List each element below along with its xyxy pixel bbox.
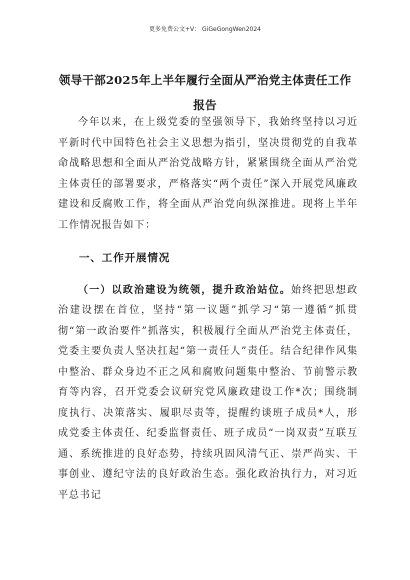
- section-heading: 一、工作开展情况: [79, 252, 171, 264]
- document-body: [58, 113, 358, 506]
- subsection-heading: （一）以政治建设为统领，提升政治站位。: [78, 284, 292, 296]
- subsection-paragraph: [58, 281, 358, 507]
- intro-paragraph: 今年以来，在上级党委的坚强领导下，我始终坚持以习近平新时代中国特色社会主义思想为指引，坚决贯彻党的自我革命战略思想和全面从严治党战略方针，紧紧围绕全面从严治党主体责任的部署要求，严格落实“两个责任”深入开展党风廉政建设和反腐败工作，将全面从严治党向纵深推进。现将上半年工作情况报告如下：: [58, 117, 358, 231]
- header-note: 更多免费公文+V： GiGeGongWen2024: [149, 26, 261, 33]
- document-title: 领导干部2025年上半年履行全面从严治党主体责任工作报告: [58, 73, 352, 112]
- subsection-body: 始终把思想政治建设摆在首位，坚持“第一议题”抓学习“第一遵循”抓贯彻“第一政治要件”抓落实，积极履行全面从严治党主体责任，党委主要负责人坚决扛起“第一责任人”责任。结合纪律作风集中整治、群众身边不正之风和腐败问题集中整治、节前警示教育等内容，召开党委会议研究党风廉政建设工作*次；围绕制度执行、决策落实、履职尽责等，提醒约谈班子成员*人，形成党委主体责任、纪委监督责任、班子成员“一岗双责”互联互通、系统推进的良好态势，持续巩固风清气正、崇严尚实、干事创业、遵纪守法的良好政治生态。强化政治执行力，对习近平总书记: [58, 284, 358, 501]
